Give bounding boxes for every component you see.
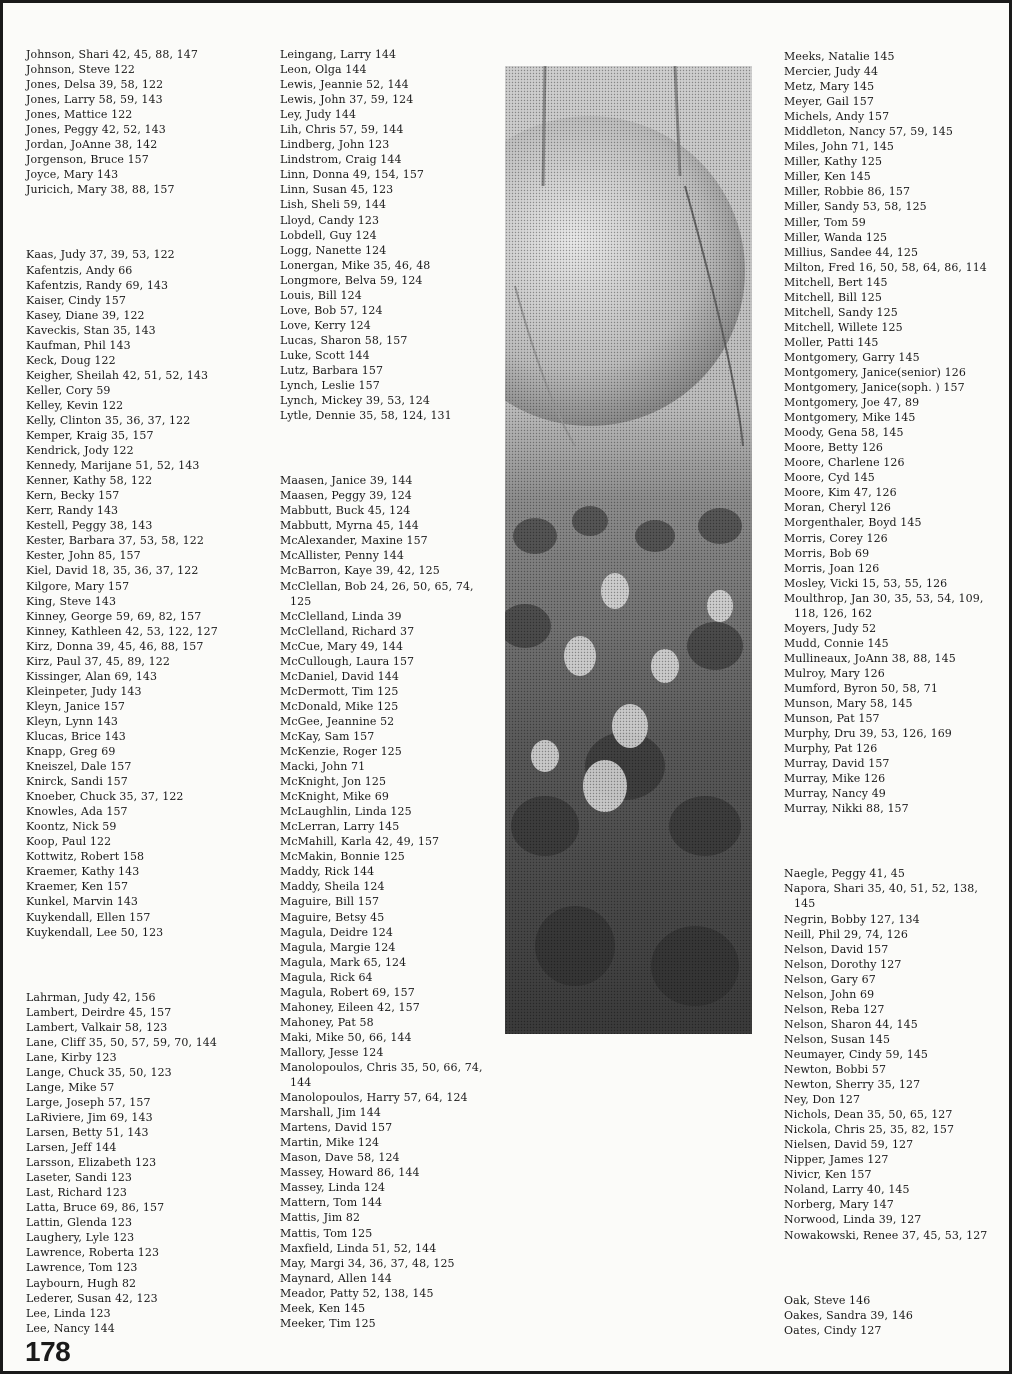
index-entry: Laybourn, Hugh 82 <box>26 1276 137 1290</box>
index-entry: Lee, Nancy 144 <box>26 1321 115 1335</box>
index-entry: Lawrence, Roberta 123 <box>26 1246 160 1260</box>
index-entry: Norberg, Mary 147 <box>784 1198 894 1212</box>
index-entry: Nelson, Susan 145 <box>784 1032 891 1046</box>
index-entry: Lahrman, Judy 42, 156 <box>26 990 156 1004</box>
index-entry: Kaveckis, Stan 35, 143 <box>26 323 156 337</box>
index-entry: Lewis, Jeannie 52, 144 <box>280 78 409 92</box>
index-entry: Luke, Scott 144 <box>280 348 370 362</box>
index-entry: McDermott, Tim 125 <box>280 684 399 698</box>
index-entry: McMahill, Karla 42, 49, 157 <box>280 835 440 849</box>
index-entry: McKnight, Jon 125 <box>280 775 387 789</box>
index-entry: Lih, Chris 57, 59, 144 <box>280 123 404 137</box>
index-column-1 <box>26 47 218 1336</box>
index-entry: Leingang, Larry 144 <box>280 48 397 61</box>
index-entry: Kleyn, Lynn 143 <box>26 714 119 728</box>
index-entry: Morris, Joan 126 <box>784 561 880 575</box>
index-entry: McBarron, Kaye 39, 42, 125 <box>280 564 440 578</box>
index-entry: Meek, Ken 145 <box>280 1301 366 1315</box>
crowd-photo <box>505 66 752 1034</box>
index-entry: Murray, David 157 <box>784 757 890 771</box>
index-entry: Larsen, Betty 51, 143 <box>26 1126 149 1140</box>
index-entry: McClelland, Richard 37 <box>280 624 415 638</box>
index-entry: Moore, Cyd 145 <box>784 471 875 485</box>
index-entry: Murray, Nancy 49 <box>784 787 886 801</box>
index-entry: Klucas, Brice 143 <box>26 729 126 743</box>
index-entry: Martin, Mike 124 <box>280 1136 380 1150</box>
index-entry: Magula, Mark 65, 124 <box>280 955 407 969</box>
index-entry: Jones, Larry 58, 59, 143 <box>26 93 163 107</box>
index-entry: Maguire, Betsy 45 <box>280 910 385 924</box>
index-entry: Nichols, Dean 35, 50, 65, 127 <box>784 1108 953 1122</box>
index-entry: Jones, Mattice 122 <box>26 108 133 122</box>
index-entry: McCullough, Laura 157 <box>280 654 415 668</box>
index-entry: Longmore, Belva 59, 124 <box>280 273 423 287</box>
index-entry: Lutz, Barbara 157 <box>280 363 384 377</box>
index-entry: Munson, Pat 157 <box>784 712 880 726</box>
index-entry: Moore, Charlene 126 <box>784 456 905 470</box>
index-entry: Lynch, Leslie 157 <box>280 379 380 393</box>
index-entry: Mattis, Jim 82 <box>280 1211 361 1225</box>
index-entry: Kissinger, Alan 69, 143 <box>26 669 158 683</box>
index-entry: Lane, Cliff 35, 50, 57, 59, 70, 144 <box>26 1035 217 1049</box>
index-entry: Moody, Gena 58, 145 <box>784 426 904 440</box>
index-entry: Keller, Cory 59 <box>26 383 111 397</box>
index-entry: Meeker, Tim 125 <box>280 1316 376 1330</box>
index-entry: Neumayer, Cindy 59, 145 <box>784 1047 929 1061</box>
index-entry: McLerran, Larry 145 <box>280 820 400 834</box>
index-entry: Miller, Sandy 53, 58, 125 <box>784 200 927 214</box>
index-entry: Nickola, Chris 25, 35, 82, 157 <box>784 1123 955 1137</box>
index-entry: Lange, Mike 57 <box>26 1080 115 1094</box>
index-entry: Kilgore, Mary 157 <box>26 579 130 593</box>
index-entry: Kestell, Peggy 38, 143 <box>26 519 153 533</box>
index-entry: Maddy, Sheila 124 <box>280 880 385 894</box>
index-entry: Lederer, Susan 42, 123 <box>26 1291 158 1305</box>
index-entry: Jorgenson, Bruce 157 <box>26 153 149 167</box>
index-entry: Milton, Fred 16, 50, 58, 64, 86, 114 <box>784 260 987 274</box>
index-entry: Kuykendall, Lee 50, 123 <box>26 925 164 939</box>
index-entry: Kneiszel, Dale 157 <box>26 760 132 774</box>
group-gap <box>784 816 987 866</box>
index-entry: Jordan, JoAnne 38, 142 <box>26 138 158 152</box>
index-entry: Macki, John 71 <box>280 760 366 774</box>
index-entry: Lambert, Deirdre 45, 157 <box>26 1005 172 1019</box>
index-entry: Naegle, Peggy 41, 45 <box>784 867 905 881</box>
index-entry: Maynard, Allen 144 <box>280 1271 392 1285</box>
index-entry: Newton, Sherry 35, 127 <box>784 1078 921 1092</box>
index-entry: Lindberg, John 123 <box>280 138 390 152</box>
index-entry: Moran, Cheryl 126 <box>784 501 891 515</box>
index-entry: Magula, Robert 69, 157 <box>280 985 415 999</box>
index-entry: Montgomery, Mike 145 <box>784 411 916 425</box>
index-entry: Montgomery, Janice(soph. ) 157 <box>784 381 965 395</box>
index-entry: Ney, Don 127 <box>784 1093 861 1107</box>
index-entry: Kinney, Kathleen 42, 53, 122, 127 <box>26 624 218 638</box>
index-entry: Nelson, Dorothy 127 <box>784 957 902 971</box>
index-entry: Mumford, Byron 50, 58, 71 <box>784 681 939 695</box>
index-entry: Marshall, Jim 144 <box>280 1106 381 1120</box>
index-entry: Newton, Bobbi 57 <box>784 1063 887 1076</box>
index-entry: McGee, Jeannine 52 <box>280 714 395 728</box>
index-entry: Oates, Cindy 127 <box>784 1323 882 1337</box>
index-entry: Massey, Linda 124 <box>280 1181 386 1195</box>
index-entry: Miller, Wanda 125 <box>784 230 888 244</box>
index-entry: Larsen, Jeff 144 <box>26 1141 117 1155</box>
index-entry: Morgenthaler, Boyd 145 <box>784 516 922 530</box>
index-entry: Kleyn, Janice 157 <box>26 699 125 713</box>
index-entry: Montgomery, Janice(senior) 126 <box>784 365 966 379</box>
index-entry: Nipper, James 127 <box>784 1153 889 1167</box>
index-entry: Negrin, Bobby 127, 134 <box>784 912 920 926</box>
index-entry: Lobdell, Guy 124 <box>280 228 377 242</box>
page-number: 178 <box>25 1336 71 1367</box>
index-entry: Montgomery, Garry 145 <box>784 350 920 364</box>
index-entry: Keigher, Sheilah 42, 51, 52, 143 <box>26 368 209 382</box>
index-entry: Latta, Bruce 69, 86, 157 <box>26 1201 165 1215</box>
index-entry: Love, Bob 57, 124 <box>280 303 383 317</box>
index-entry: Johnson, Shari 42, 45, 88, 147 <box>26 48 198 61</box>
index-entry: Kerr, Randy 143 <box>26 504 119 518</box>
index-entry: Metz, Mary 145 <box>784 80 875 94</box>
index-entry: Kasey, Diane 39, 122 <box>26 308 145 322</box>
index-entry: Nowakowski, Renee 37, 45, 53, 127 <box>784 1228 988 1242</box>
index-entry: Laughery, Lyle 123 <box>26 1231 135 1245</box>
index-entry: Maasen, Janice 39, 144 <box>280 474 413 488</box>
index-entry: Kafentzis, Andy 66 <box>26 263 133 277</box>
index-entry: Manolopoulos, Harry 57, 64, 124 <box>280 1091 468 1105</box>
index-entry: Lonergan, Mike 35, 46, 48 <box>280 258 431 272</box>
index-entry: Norwood, Linda 39, 127 <box>784 1213 922 1227</box>
index-entry: Leon, Olga 144 <box>280 63 367 77</box>
index-entry: Mulroy, Mary 126 <box>784 666 885 680</box>
index-entry: LaRiviere, Jim 69, 143 <box>26 1111 153 1124</box>
index-entry: Mudd, Connie 145 <box>784 636 889 650</box>
index-entry: Miller, Tom 59 <box>784 215 866 229</box>
index-entry: Mason, Dave 58, 124 <box>280 1151 400 1165</box>
index-entry: Lee, Linda 123 <box>26 1306 111 1320</box>
index-entry: Lambert, Valkair 58, 123 <box>26 1020 168 1034</box>
group-gap <box>784 1243 987 1293</box>
index-entry: Meyer, Gail 157 <box>784 95 874 109</box>
index-entry: Lindstrom, Craig 144 <box>280 153 402 167</box>
index-entry: McMakin, Bonnie 125 <box>280 850 405 864</box>
index-entry: Moore, Betty 126 <box>784 441 884 455</box>
index-entry: Kester, John 85, 157 <box>26 549 141 563</box>
index-entry: Kunkel, Marvin 143 <box>26 895 139 909</box>
index-entry: Kraemer, Ken 157 <box>26 880 129 894</box>
index-entry: Lish, Sheli 59, 144 <box>280 198 387 212</box>
index-entry: Mattern, Tom 144 <box>280 1196 383 1210</box>
index-entry: Oakes, Sandra 39, 146 <box>784 1308 914 1322</box>
index-entry: McDonald, Mike 125 <box>280 699 399 713</box>
index-entry: Middleton, Nancy 57, 59, 145 <box>784 125 953 139</box>
index-entry: McCue, Mary 49, 144 <box>280 639 404 653</box>
index-entry: Kirz, Paul 37, 45, 89, 122 <box>26 654 170 668</box>
index-entry: McDaniel, David 144 <box>280 669 399 683</box>
index-entry: Miles, John 71, 145 <box>784 140 895 154</box>
index-entry: Knowles, Ada 157 <box>26 805 128 819</box>
index-entry: Jones, Peggy 42, 52, 143 <box>26 123 166 137</box>
index-entry: Neill, Phil 29, 74, 126 <box>784 927 908 941</box>
index-entry: Ley, Judy 144 <box>280 108 357 122</box>
index-entry: Mattis, Tom 125 <box>280 1226 373 1240</box>
index-entry: Murphy, Pat 126 <box>784 742 878 756</box>
index-entry: Joyce, Mary 143 <box>26 168 119 182</box>
index-entry: Nelson, John 69 <box>784 987 875 1001</box>
index-entry: Kottwitz, Robert 158 <box>26 850 145 864</box>
index-entry: Mullineaux, JoAnn 38, 88, 145 <box>784 651 956 665</box>
index-entry: Magula, Deidre 124 <box>280 925 393 939</box>
index-entry: McKay, Sam 157 <box>280 729 375 743</box>
index-entry: McAlexander, Maxine 157 <box>280 534 428 548</box>
index-entry: Maasen, Peggy 39, 124 <box>280 489 412 503</box>
index-entry: McClellan, Bob 24, 26, 50, 65, 74, <box>280 579 474 593</box>
index-entry: May, Margi 34, 36, 37, 48, 125 <box>280 1256 455 1270</box>
index-entry: McKenzie, Roger 125 <box>280 745 402 759</box>
index-entry: Larsson, Elizabeth 123 <box>26 1156 157 1170</box>
index-entry: Kirz, Donna 39, 45, 46, 88, 157 <box>26 639 204 653</box>
index-entry: Maguire, Bill 157 <box>280 895 380 909</box>
index-entry: Lange, Chuck 35, 50, 123 <box>26 1065 172 1079</box>
index-entry: 125 <box>290 594 312 608</box>
index-entry: Moller, Patti 145 <box>784 335 879 349</box>
index-entry: Louis, Bill 124 <box>280 288 362 302</box>
index-entry: Kern, Becky 157 <box>26 489 120 503</box>
index-entry: Moyers, Judy 52 <box>784 621 877 635</box>
index-entry: Michels, Andy 157 <box>784 110 890 124</box>
index-entry: Nelson, David 157 <box>784 942 889 956</box>
index-entry: Lynch, Mickey 39, 53, 124 <box>280 394 430 408</box>
index-entry: Morris, Bob 69 <box>784 546 870 560</box>
index-entry: Lattin, Glenda 123 <box>26 1216 133 1230</box>
index-entry: Kester, Barbara 37, 53, 58, 122 <box>26 534 204 548</box>
index-entry: Mitchell, Bert 145 <box>784 275 888 289</box>
index-entry: Nelson, Gary 67 <box>784 972 876 986</box>
index-entry: Kenner, Kathy 58, 122 <box>26 474 153 488</box>
index-entry: Linn, Susan 45, 123 <box>280 183 394 197</box>
index-entry: Kleinpeter, Judy 143 <box>26 684 142 698</box>
index-column-2 <box>280 47 483 1331</box>
index-entry: Murray, Mike 126 <box>784 772 886 786</box>
index-entry: Moulthrop, Jan 30, 35, 53, 54, 109, <box>784 591 984 605</box>
group-gap <box>26 197 218 247</box>
index-entry: Mitchell, Willete 125 <box>784 320 903 334</box>
index-entry: 144 <box>290 1076 312 1090</box>
index-entry: Morris, Corey 126 <box>784 531 888 545</box>
index-entry: Kelley, Kevin 122 <box>26 398 124 412</box>
index-entry: Nelson, Reba 127 <box>784 1002 885 1016</box>
group-gap <box>26 940 218 990</box>
index-entry: Kaufman, Phil 143 <box>26 338 131 352</box>
index-entry: Maddy, Rick 144 <box>280 865 375 879</box>
index-entry: Lewis, John 37, 59, 124 <box>280 93 414 107</box>
index-entry: Miller, Ken 145 <box>784 170 871 184</box>
index-entry: Mitchell, Sandy 125 <box>784 305 898 319</box>
index-entry: Knirck, Sandi 157 <box>26 775 128 789</box>
index-entry: Martens, David 157 <box>280 1121 393 1135</box>
index-entry: Moore, Kim 47, 126 <box>784 486 897 500</box>
index-entry: Mabbutt, Myrna 45, 144 <box>280 519 419 533</box>
index-entry: Munson, Mary 58, 145 <box>784 697 913 711</box>
index-entry: McLaughlin, Linda 125 <box>280 805 412 819</box>
index-entry: Kuykendall, Ellen 157 <box>26 910 151 924</box>
index-entry: Murray, Nikki 88, 157 <box>784 802 909 816</box>
index-entry: Nivicr, Ken 157 <box>784 1168 872 1182</box>
index-entry: Keck, Doug 122 <box>26 353 116 367</box>
index-entry: Meeks, Natalie 145 <box>784 50 895 63</box>
index-entry: Mahoney, Pat 58 <box>280 1015 374 1029</box>
index-entry: Miller, Robbie 86, 157 <box>784 185 911 199</box>
index-entry: Massey, Howard 86, 144 <box>280 1166 420 1180</box>
index-entry: Kraemer, Kathy 143 <box>26 865 140 879</box>
index-entry: Logg, Nanette 124 <box>280 243 387 257</box>
index-entry: Knapp, Greg 69 <box>26 745 116 759</box>
index-entry: Koop, Paul 122 <box>26 835 112 849</box>
index-entry: Jones, Delsa 39, 58, 122 <box>26 78 164 92</box>
index-entry: Johnson, Steve 122 <box>26 63 136 77</box>
index-entry: Lucas, Sharon 58, 157 <box>280 333 408 347</box>
index-entry: Miller, Kathy 125 <box>784 155 883 169</box>
index-entry: 145 <box>794 897 816 911</box>
index-entry: King, Steve 143 <box>26 594 117 608</box>
index-entry: Large, Joseph 57, 157 <box>26 1095 151 1109</box>
index-entry: Laseter, Sandi 123 <box>26 1171 133 1185</box>
index-entry: Oak, Steve 146 <box>784 1293 871 1307</box>
index-entry: Kafentzis, Randy 69, 143 <box>26 278 169 292</box>
index-entry: Montgomery, Joe 47, 89 <box>784 396 920 410</box>
index-entry: Mosley, Vicki 15, 53, 55, 126 <box>784 576 948 590</box>
index-entry: Kemper, Kraig 35, 157 <box>26 429 154 443</box>
index-entry: Lane, Kirby 123 <box>26 1050 117 1064</box>
index-entry: Nelson, Sharon 44, 145 <box>784 1017 918 1031</box>
index-entry: Mahoney, Eileen 42, 157 <box>280 1000 420 1014</box>
index-entry: Juricich, Mary 38, 88, 157 <box>26 183 175 197</box>
index-entry: Mitchell, Bill 125 <box>784 290 882 304</box>
index-entry: Mabbutt, Buck 45, 124 <box>280 504 411 518</box>
index-entry: Magula, Rick 64 <box>280 970 373 984</box>
index-entry: McKnight, Mike 69 <box>280 790 389 804</box>
index-entry: Kiel, David 18, 35, 36, 37, 122 <box>26 564 199 578</box>
index-entry: Nielsen, David 59, 127 <box>784 1138 914 1152</box>
index-entry: Kelly, Clinton 35, 36, 37, 122 <box>26 413 191 427</box>
index-entry: Kinney, George 59, 69, 82, 157 <box>26 609 202 623</box>
index-entry: Maxfield, Linda 51, 52, 144 <box>280 1241 437 1255</box>
index-entry: Mallory, Jesse 124 <box>280 1045 384 1059</box>
index-entry: Lloyd, Candy 123 <box>280 213 380 227</box>
index-entry: Noland, Larry 40, 145 <box>784 1183 910 1197</box>
index-entry: Lytle, Dennie 35, 58, 124, 131 <box>280 409 452 423</box>
group-gap <box>280 423 483 473</box>
index-entry: Millius, Sandee 44, 125 <box>784 245 919 259</box>
index-entry: Knoeber, Chuck 35, 37, 122 <box>26 790 184 804</box>
index-column-3 <box>784 49 987 1338</box>
index-entry: Linn, Donna 49, 154, 157 <box>280 168 425 182</box>
index-entry: McAllister, Penny 144 <box>280 549 404 563</box>
index-entry: Lawrence, Tom 123 <box>26 1261 138 1275</box>
index-entry: Kendrick, Jody 122 <box>26 444 134 458</box>
index-entry: Magula, Margie 124 <box>280 940 396 954</box>
index-entry: Kennedy, Marijane 51, 52, 143 <box>26 459 200 473</box>
index-entry: 118, 126, 162 <box>794 606 873 620</box>
index-entry: Maki, Mike 50, 66, 144 <box>280 1030 412 1044</box>
index-entry: Kaas, Judy 37, 39, 53, 122 <box>26 248 175 262</box>
index-entry: Koontz, Nick 59 <box>26 820 117 834</box>
index-entry: Mercier, Judy 44 <box>784 65 879 79</box>
index-entry: Murphy, Dru 39, 53, 126, 169 <box>784 727 952 741</box>
index-entry: Kaiser, Cindy 157 <box>26 293 126 307</box>
index-entry: Last, Richard 123 <box>26 1186 128 1200</box>
index-entry: Love, Kerry 124 <box>280 318 371 332</box>
index-entry: Napora, Shari 35, 40, 51, 52, 138, <box>784 882 978 896</box>
index-entry: Manolopoulos, Chris 35, 50, 66, 74, <box>280 1061 483 1074</box>
index-entry: Meador, Patty 52, 138, 145 <box>280 1286 434 1300</box>
index-entry: McClelland, Linda 39 <box>280 609 402 623</box>
